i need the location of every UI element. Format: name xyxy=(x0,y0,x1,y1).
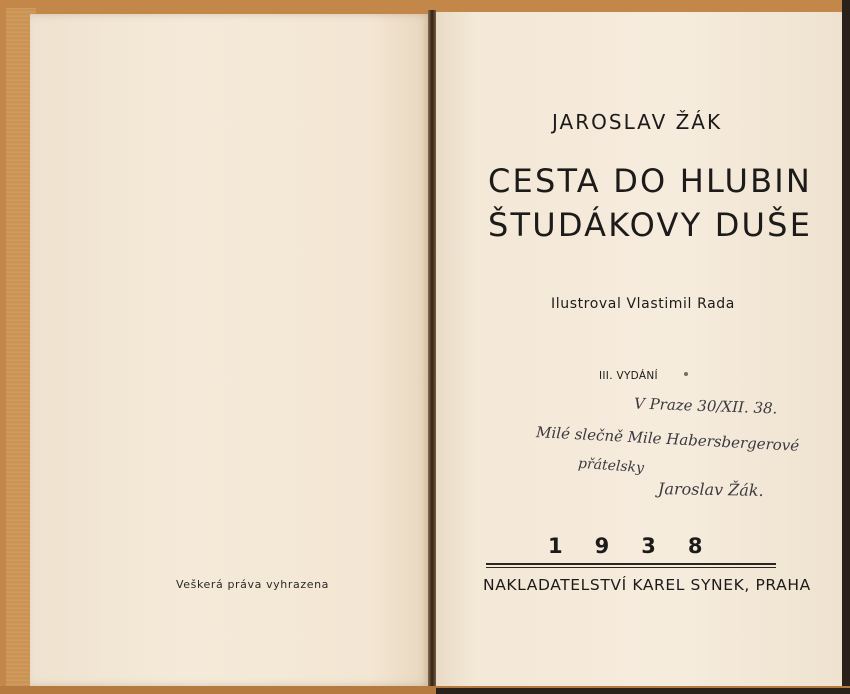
author-name: JAROSLAV ŽÁK xyxy=(552,110,723,134)
illustrator-credit: Ilustroval Vlastimil Rada xyxy=(551,296,735,312)
inscription-dedication: Milé slečně Mile Habersbergerové xyxy=(535,423,800,455)
divider-rule-thin xyxy=(486,567,776,568)
divider-rule xyxy=(486,563,776,565)
book-title-line-1: CESTA DO HLUBIN xyxy=(488,162,813,200)
inscription-signature: Jaroslav Žák. xyxy=(657,479,764,500)
inscription-date: V Praze 30/XII. 38. xyxy=(633,394,778,418)
inscription-greeting: přátelsky xyxy=(577,455,645,477)
bottom-edge-right xyxy=(436,688,850,694)
edition-label: III. VYDÁNÍ xyxy=(599,370,658,382)
book-title-line-2: ŠTUDÁKOVY DUŠE xyxy=(488,206,813,244)
publication-year: 1938 xyxy=(548,534,735,558)
publisher-name: NAKLADATELSTVÍ KAREL SYNEK, PRAHA xyxy=(483,576,811,594)
right-edge xyxy=(842,0,850,694)
rights-notice: Veškerá práva vyhrazena xyxy=(176,578,329,591)
ink-mark xyxy=(684,372,688,376)
book-gutter xyxy=(428,10,436,690)
